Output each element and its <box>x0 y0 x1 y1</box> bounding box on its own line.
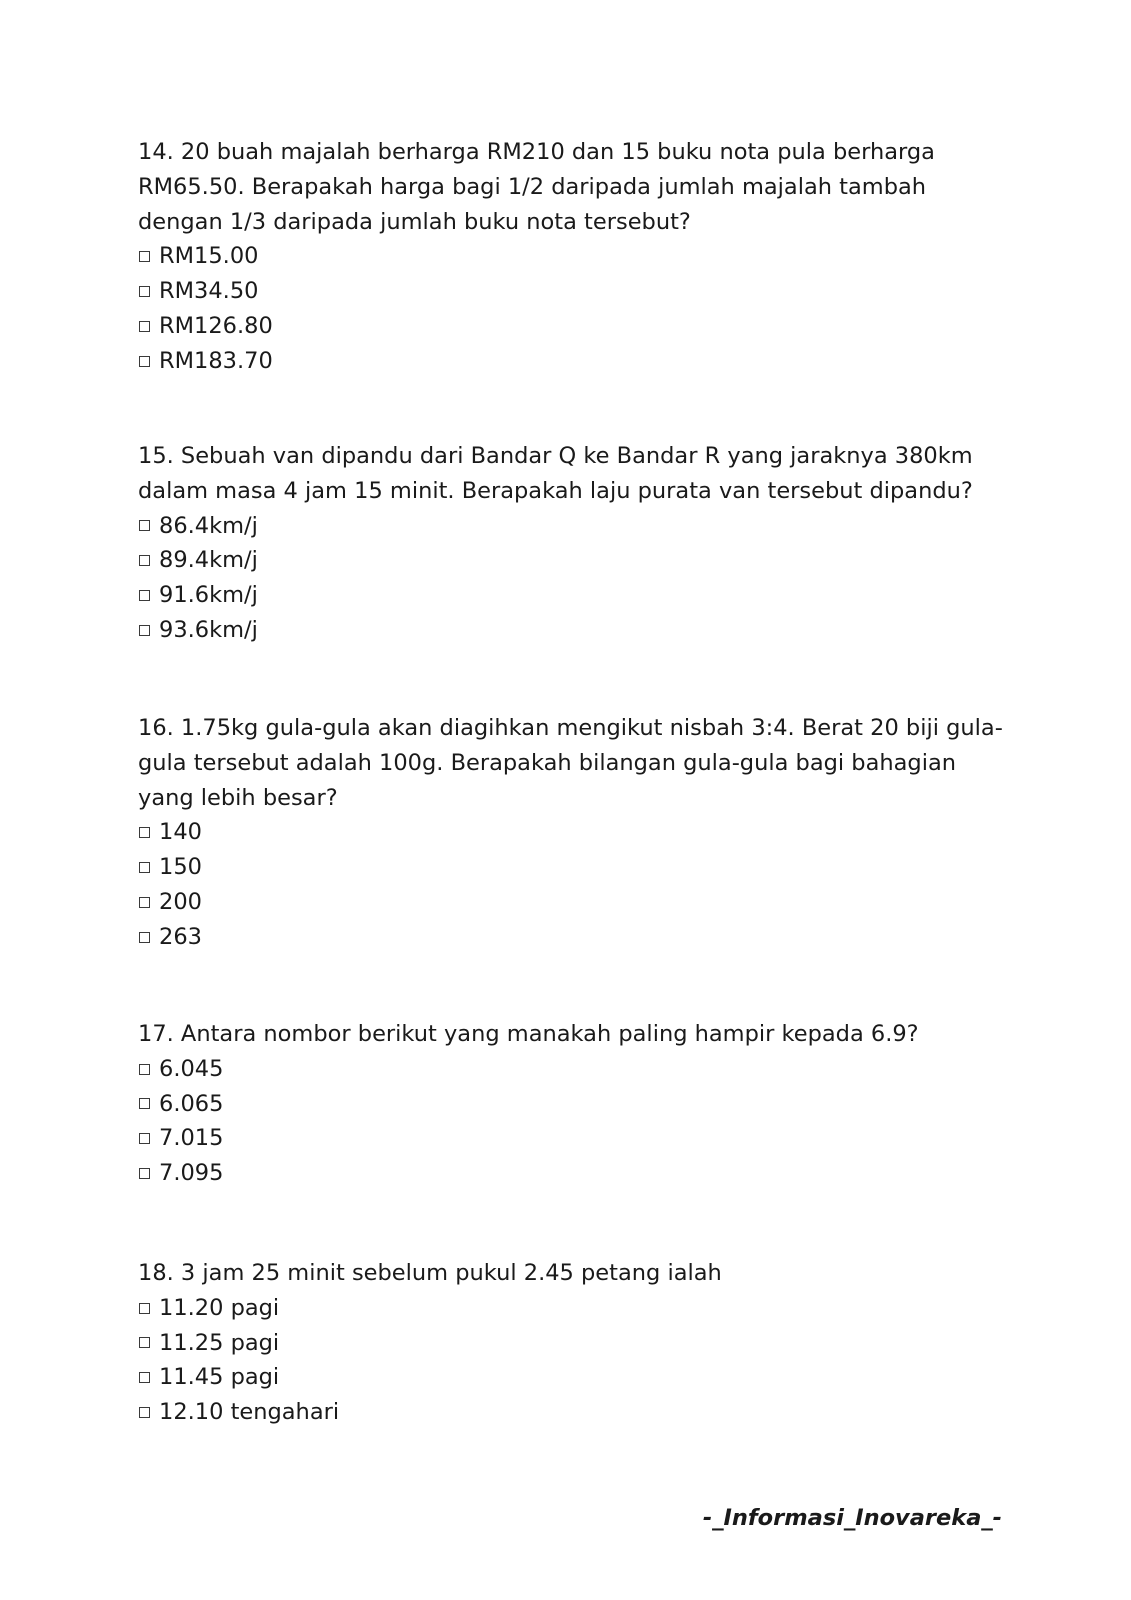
option-a[interactable] <box>138 1052 1008 1087</box>
option-b[interactable] <box>138 1326 1008 1361</box>
checkbox-icon[interactable] <box>139 590 150 601</box>
option-d[interactable] <box>138 613 1008 648</box>
option-c[interactable] <box>138 1360 1008 1395</box>
option-label: 263 <box>159 923 202 950</box>
option-label: RM183.70 <box>159 347 273 374</box>
checkbox-icon[interactable] <box>139 625 150 636</box>
option-label: 140 <box>159 819 202 846</box>
checkbox-icon[interactable] <box>139 520 150 531</box>
option-label: 6.065 <box>159 1090 224 1117</box>
option-label: 200 <box>159 888 202 915</box>
checkbox-icon[interactable] <box>139 286 150 297</box>
option-c[interactable] <box>138 309 1008 344</box>
option-b[interactable] <box>138 1087 1008 1122</box>
option-label: 11.45 pagi <box>159 1364 280 1391</box>
option-label: 7.015 <box>159 1125 224 1152</box>
option-label: RM34.50 <box>159 278 259 305</box>
option-list <box>138 815 1008 954</box>
question-text: 16. 1.75kg gula-gula akan diagihkan mengikut nisbah 3:4. Berat 20 biji gula-gula tersebut adalah 100g. Berapakah bilangan gula-gula bagi bahagian yang lebih besar? <box>138 715 1003 811</box>
option-c[interactable] <box>138 578 1008 613</box>
checkbox-icon[interactable] <box>139 555 150 566</box>
checkbox-icon[interactable] <box>139 321 150 332</box>
option-b[interactable] <box>138 274 1008 309</box>
option-list <box>138 1291 1008 1430</box>
checkbox-icon[interactable] <box>139 1337 150 1348</box>
checkbox-icon[interactable] <box>139 1133 150 1144</box>
option-label: 6.045 <box>159 1055 224 1082</box>
option-label: RM15.00 <box>159 243 259 270</box>
checkbox-icon[interactable] <box>139 827 150 838</box>
question-text: 15. Sebuah van dipandu dari Bandar Q ke Bandar R yang jaraknya 380km dalam masa 4 jam 15 minit. Berapakah laju purata van tersebut dipandu? <box>138 443 973 504</box>
option-list <box>138 1052 1008 1191</box>
option-label: RM126.80 <box>159 312 273 339</box>
checkbox-icon[interactable] <box>139 1407 150 1418</box>
option-d[interactable] <box>138 1156 1008 1191</box>
checkbox-icon[interactable] <box>139 251 150 262</box>
question-text: 17. Antara nombor berikut yang manakah paling hampir kepada 6.9? <box>138 1021 919 1047</box>
option-list <box>138 239 1008 378</box>
option-label: 11.20 pagi <box>159 1294 280 1321</box>
option-label: 12.10 tengahari <box>159 1399 340 1426</box>
checkbox-icon[interactable] <box>139 897 150 908</box>
option-b[interactable] <box>138 850 1008 885</box>
option-c[interactable] <box>138 1121 1008 1156</box>
question-14 <box>138 135 1008 379</box>
option-a[interactable] <box>138 239 1008 274</box>
option-label: 11.25 pagi <box>159 1329 280 1356</box>
checkbox-icon[interactable] <box>139 356 150 367</box>
question-15 <box>138 439 1008 648</box>
option-label: 7.095 <box>159 1160 224 1187</box>
checkbox-icon[interactable] <box>139 1098 150 1109</box>
option-a[interactable] <box>138 815 1008 850</box>
option-label: 89.4km/j <box>159 547 258 574</box>
footer-credit: -_Informasi_Inovareka_- <box>702 1505 1002 1531</box>
checkbox-icon[interactable] <box>139 1303 150 1314</box>
option-c[interactable] <box>138 885 1008 920</box>
option-a[interactable] <box>138 509 1008 544</box>
option-list <box>138 509 1008 648</box>
checkbox-icon[interactable] <box>139 862 150 873</box>
option-d[interactable] <box>138 344 1008 379</box>
question-16 <box>138 711 1008 955</box>
question-text: 18. 3 jam 25 minit sebelum pukul 2.45 petang ialah <box>138 1260 722 1286</box>
option-d[interactable] <box>138 1395 1008 1430</box>
question-18 <box>138 1256 1008 1430</box>
option-d[interactable] <box>138 920 1008 955</box>
checkbox-icon[interactable] <box>139 1064 150 1075</box>
question-text: 14. 20 buah majalah berharga RM210 dan 15 buku nota pula berharga RM65.50. Berapakah harga bagi 1/2 daripada jumlah majalah tambah dengan 1/3 daripada jumlah buku nota tersebut? <box>138 139 935 235</box>
option-a[interactable] <box>138 1291 1008 1326</box>
option-label: 150 <box>159 854 202 881</box>
option-label: 91.6km/j <box>159 582 258 609</box>
checkbox-icon[interactable] <box>139 1372 150 1383</box>
option-label: 93.6km/j <box>159 616 258 643</box>
option-label: 86.4km/j <box>159 512 258 539</box>
checkbox-icon[interactable] <box>139 932 150 943</box>
option-b[interactable] <box>138 543 1008 578</box>
checkbox-icon[interactable] <box>139 1168 150 1179</box>
question-17 <box>138 1017 1008 1191</box>
